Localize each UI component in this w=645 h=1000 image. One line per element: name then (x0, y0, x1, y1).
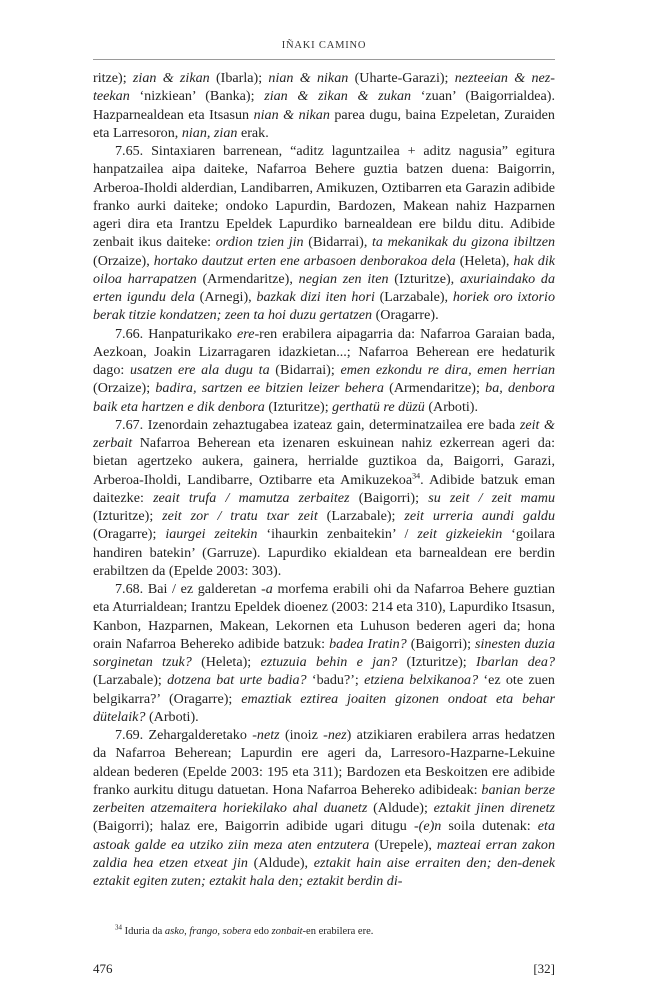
italic-text: zonbait (271, 926, 303, 937)
text-run: (inoiz (279, 727, 324, 743)
italic-text: nian & nikan (253, 106, 330, 123)
text-run: 7.67. Izenordain zehaztugabea izateaz gain, determinatzailea ere bada (115, 416, 520, 433)
text-run: morfema erabili ohi da Nafarroa Behere guztian eta Aturrialdean; Irantzu Epeldek dioenez (2003: 214 eta 310), Lapurdiko Itsasun, Kanbon, Hazparnen, Makean, Lekornen eta Luhuson bederen ageri da; hona orain Nafarroa Behereko adibide batzuk: (93, 581, 555, 652)
text-run: (Aldude), (247, 854, 314, 871)
text-run: ‘zuan’ (Baigorrialdea). Hazparnealdean eta Itsasun (93, 88, 555, 123)
italic-text: ordion tzien jin (215, 234, 304, 251)
text-run: (Orzaize); (93, 380, 156, 397)
text-run: (Oragarre). (372, 307, 439, 324)
italic-text: zeit urreria aundi galdu (404, 508, 555, 524)
italic-text: zeit gizkeiekin (417, 526, 503, 543)
text-run: erak. (237, 124, 269, 141)
running-head: IÑAKI CAMINO (281, 40, 367, 51)
footnote-ref: 34 (412, 470, 421, 480)
text-run: (Aldude); (367, 800, 434, 816)
italic-text: nezteeian & nezteekan (93, 70, 555, 105)
italic-text: iaurgei zeitekin (165, 526, 258, 543)
footnote-number: 34 (115, 923, 122, 932)
italic-text: hortako dautzut erten ene arbasoen denborakoa dela (153, 252, 456, 269)
paragraph (93, 726, 555, 890)
text-run: soila dutenak: (441, 818, 538, 835)
text-run: (Larzabale); (93, 672, 168, 689)
text-run: (Baigorri); (406, 635, 476, 652)
italic-text: zeait trufa / mamutza zerbaitez (153, 489, 350, 506)
text-run: -en erabilera ere. (302, 926, 374, 937)
italic-text: zian & zikan (132, 70, 210, 86)
text-run: (Heleta), (455, 252, 514, 269)
text-run: (Baigorri); halaz ere, Baigorrin adibide ugari ditugu (93, 818, 414, 835)
text-run: (Armendaritze), (196, 270, 299, 287)
italic-text: zian & zikan & zukan (264, 88, 412, 105)
italic-text: negian zen iten (298, 270, 389, 287)
text-run: (Larzabale), (374, 289, 453, 305)
text-run: (Heleta); (191, 654, 261, 670)
text-run: ‘ez ote zuen belgikarra?’ (Oragarre); (93, 672, 555, 707)
italic-text: ta mekanikak du gizona ibiltzen (372, 234, 555, 251)
text-run: (Izturitze), (388, 270, 460, 287)
italic-text: axuriaindako da erten igundu dela (93, 270, 556, 305)
italic-text: usatzen ere ala dugu ta (130, 362, 270, 378)
text-run: ‘badu?’; (306, 672, 365, 689)
text-run: 7.66. Hanpaturikako (115, 325, 237, 342)
italic-text: -netz (252, 727, 280, 743)
italic-text: ere (237, 325, 255, 342)
text-run: 7.68. Bai / ez galderetan (115, 581, 262, 597)
italic-text: zeit zor / tratu txar zeit (162, 508, 318, 524)
paragraph (93, 416, 555, 580)
text-run: (Oragarre); (93, 526, 166, 543)
italic-text: nian, zian (181, 124, 238, 141)
italic-text: emaztiak eztirea joaiten gizonen ondoat eta behar dütelaik? (93, 690, 556, 725)
text-run: ‘nizkiean’ (Banka); (129, 88, 265, 105)
italic-text: horiek oro ixtorio berak titzie kondatzen; zeen ta hoi duzu gertatzen (93, 289, 555, 324)
text-run: . Adibide batzuk eman daitezke: (93, 471, 556, 506)
text-run: 7.65. Sintaxiaren barrenean, “aditz laguntzailea + aditz nagusia” egitura hanpatzailea aipa daiteke, Nafarroa Behere guztia batzen duena: Baigorrin, Arberoa-Iholdi alderdian, Landibarren, Amikuzen, Oztibarren eta Garazin adibide franko aurki daiteke; ondoko Lapurdin, Bardozen, Makean nahiz Hazparnen ageri dira eta Irantzu Epeldek Lapurdiko barnealdean ere bildu ditu. Adibide zenbait ikus daiteke: (93, 143, 555, 251)
text-run: ‘ihaurkin zenbaitekin’ / (257, 526, 418, 543)
italic-text: emen ezkondu re dira, emen herrian (340, 362, 555, 378)
text-run: (Armendaritze); (383, 380, 486, 397)
text-run: parea dugu, baina Ezpeletan, Zuraiden eta Larresoron, (93, 106, 555, 141)
italic-text: -(e)n (413, 818, 442, 835)
italic-text: -nez (323, 727, 347, 743)
text-run: Iduria da (122, 926, 165, 937)
italic-text: zeit & zerbait (93, 416, 555, 451)
italic-text: eztuzuia behin e jan? (260, 654, 398, 670)
text-run: ) atzikiaren erabilera arras hedatzen da Nafarroa Beherean; Lapurdin ere ageri da, Larresoro-Hazparne-Lekuine aldean bederen (Epelde 2003: 195 eta 311); Bardozen eta Beskoitzen ere adibide franko aurkitu ditugu datuetan. Hona Nafarroa Behereko adibideak: (93, 727, 556, 798)
italic-text: dotzena bat urte badia? (167, 672, 307, 689)
text-run: (Izturitze); (93, 508, 163, 524)
text-run: (Bidarrai); (269, 362, 341, 378)
text-run: (Izturitze); (264, 398, 333, 415)
italic-text: asko, frango, sobera (164, 926, 252, 937)
header-rule (93, 59, 555, 60)
italic-text: -a (261, 581, 273, 597)
text-run: (Arboti). (424, 398, 479, 415)
text-run: (Ibarla); (209, 70, 269, 86)
italic-text: badea Iratin? (329, 635, 407, 652)
text-run: (Larzabale); (317, 508, 405, 524)
italic-text: Ibarlan dea? (476, 654, 555, 670)
text-run: ritze); (93, 70, 133, 86)
italic-text: etziena belxikanoa? (364, 672, 479, 689)
italic-text: hak dik oiloa harrapatzen (93, 252, 555, 287)
text-run: Nafarroa Beherean eta izenaren eskuinean nahiz ezkerrean ageri da: bietan agertzeko aukera, gainera, herrialde guztikoa da, Baigorri, Garazi, Arberoa-Iholdi, Landibarre, Oztibarre eta Amikuzekoa (93, 435, 555, 488)
italic-text: gerthatü re düzü (332, 398, 425, 415)
italic-text: bazkak dizi iten hori (256, 289, 375, 305)
italic-text: su zeit / zeit mamu (428, 489, 555, 506)
page-number: 476 (93, 961, 113, 976)
footnote (93, 925, 555, 939)
text-run: (Uharte-Garazi); (348, 70, 455, 86)
italic-text: eta astoak galde ea utziko ziin meza aten entzutera (93, 818, 556, 853)
italic-text: ba, denbora baik eta hartzen e dik denbora (93, 380, 555, 415)
paragraph (93, 325, 555, 416)
italic-text: banian berze zerbeiten atzemaitera horiekilako ahal duanetz (93, 781, 555, 816)
body-text (93, 69, 555, 890)
paragraph (93, 69, 555, 142)
text-run: (Orzaize), (93, 252, 154, 269)
page-ref: [32] (533, 961, 555, 976)
italic-text: nian & nikan (268, 70, 349, 86)
text-run: (Bidarrai), (303, 234, 372, 251)
text-run: 7.69. Zehargalderetako (115, 727, 253, 743)
italic-text: sinesten duzia sorginetan tzuk? (93, 635, 555, 670)
text-run: (Arboti). (145, 708, 199, 725)
text-run: -ren erabilera aipagarria da: Nafarroa Garaian bada, Aezkoan, Joakin Lizarragaren idazkietan...; Nafarroa Beherean ere hedaturik dago: (93, 325, 555, 378)
text-run: (Arnegi), (194, 289, 257, 305)
paragraph (93, 580, 555, 726)
text-run: ‘goilara handiren batekin’ (Garruze). Lapurdiko ekialdean eta barnealdean ere berdin erabiltzen da (Epelde 2003: 303). (93, 526, 556, 579)
italic-text: eztakit hain aise erraiten den; den-denek eztakit egiten zuten; eztakit hala den; eztakit berdin di- (93, 854, 555, 889)
paragraph (93, 142, 555, 325)
text-run: (Baigorri); (349, 489, 429, 506)
text-run: edo (251, 926, 272, 937)
text-run: (Urepele), (369, 836, 437, 853)
text-run: (Izturitze); (397, 654, 477, 670)
italic-text: mazteai erran zakon zaldia hea etzen etxeat jin (93, 836, 556, 871)
italic-text: eztakit jinen direnetz (433, 800, 556, 816)
italic-text: badira, sartzen ee bitzien leizer behera (155, 380, 384, 397)
